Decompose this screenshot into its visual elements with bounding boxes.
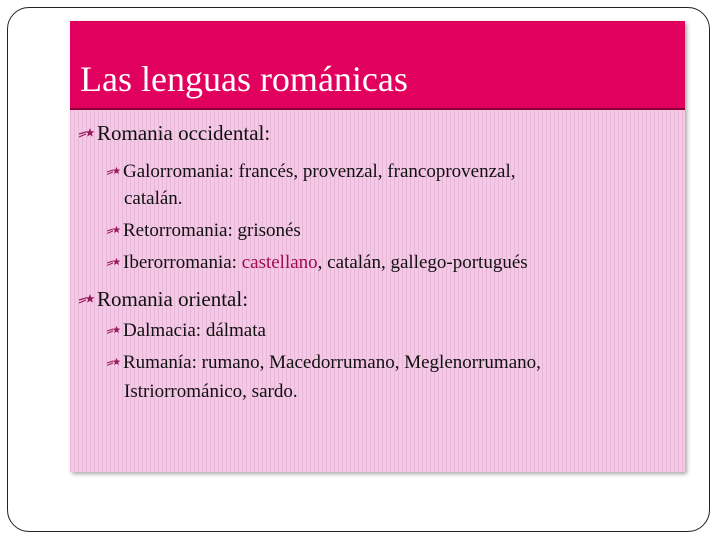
shooting-star-icon bbox=[78, 292, 95, 306]
highlighted-term: castellano bbox=[241, 252, 318, 273]
shooting-star-icon bbox=[106, 165, 121, 177]
list-item-retorromania bbox=[106, 221, 301, 240]
shooting-star-icon bbox=[106, 256, 121, 268]
list-item-iberorromania bbox=[106, 253, 528, 272]
section-heading-label: Romania oriental: bbox=[97, 287, 249, 311]
list-item-rumania bbox=[106, 353, 541, 372]
list-item-prefix: Iberorromania: bbox=[123, 252, 242, 273]
list-item-dalmacia bbox=[106, 321, 266, 340]
shooting-star-icon bbox=[106, 224, 121, 236]
list-item-text: Istriorrománico, sardo. bbox=[124, 381, 298, 402]
list-item-text: catalán. bbox=[124, 188, 183, 209]
section-heading-occidental bbox=[78, 123, 270, 144]
shooting-star-icon bbox=[106, 324, 121, 336]
title-bar bbox=[70, 21, 685, 110]
list-item-galorromania bbox=[106, 162, 515, 181]
list-item-continuation bbox=[124, 382, 298, 401]
list-item-text: Dalmacia: dálmata bbox=[123, 320, 266, 341]
list-item-text: Galorromania: francés, provenzal, francoprovenzal, bbox=[123, 161, 516, 182]
list-item-suffix: , catalán, gallego-portugués bbox=[317, 252, 528, 273]
section-heading-oriental bbox=[78, 289, 248, 310]
list-item-text: Rumanía: rumano, Macedorrumano, Meglenorrumano, bbox=[123, 352, 541, 373]
slide-panel bbox=[70, 21, 685, 472]
slide-title: Las lenguas románicas bbox=[80, 59, 408, 99]
list-item-text: Retorromania: grisonés bbox=[123, 220, 301, 241]
shooting-star-icon bbox=[78, 126, 95, 140]
shooting-star-icon bbox=[106, 356, 121, 368]
list-item-continuation bbox=[124, 189, 183, 208]
section-heading-label: Romania occidental: bbox=[97, 121, 271, 145]
